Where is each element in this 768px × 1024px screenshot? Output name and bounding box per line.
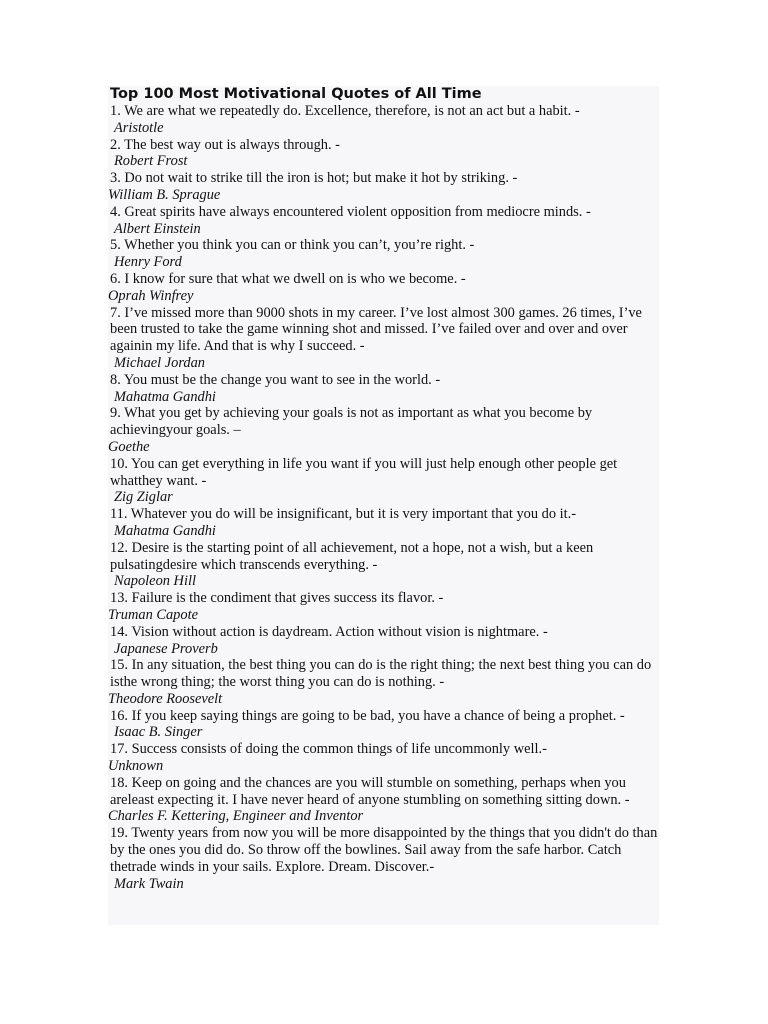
quote-item (108, 137, 659, 171)
quote-text: 13. Failure is the condiment that gives success its flavor. - (110, 590, 444, 607)
quote-item (108, 741, 659, 775)
quote-item (108, 657, 659, 707)
quote-item (108, 305, 659, 372)
quote-text: 14. Vision without action is daydream. Action without vision is nightmare. - (110, 623, 548, 640)
quote-author: Goethe (108, 438, 150, 455)
quote-author: Charles F. Kettering, Engineer and Inventor (108, 808, 364, 825)
quote-author: Mahatma Gandhi (114, 388, 216, 405)
quote-text: 7. I’ve missed more than 9000 shots in my career. I’ve lost almost 300 games. 26 times, I’ve been trusted to take the game winning shot and missed. I’ve failed over and over and over againin my life. And that is why I succeed. - (110, 304, 642, 355)
quote-author: Zig Ziglar (114, 489, 173, 506)
quote-author: Isaac B. Singer (114, 724, 203, 741)
quote-item (108, 540, 659, 590)
document-content (108, 86, 659, 925)
quote-author: Henry Ford (114, 254, 182, 271)
quote-text: 6. I know for sure that what we dwell on is who we become. - (110, 270, 466, 287)
quote-text: 19. Twenty years from now you will be more disappointed by the things that you didn't do than by the ones you did do. So throw off the bowlines. Sail away from the safe harbor. Catch thetrade winds in your sails. Explore. Dream. Discover.- (110, 825, 658, 875)
quote-author: Aristotle (114, 119, 164, 136)
quote-author: Mahatma Gandhi (114, 522, 216, 539)
quote-text: 17. Success consists of doing the common things of life uncommonly well.- (110, 741, 547, 758)
quote-item (108, 456, 659, 506)
quote-text: 2. The best way out is always through. - (110, 136, 340, 153)
quote-author: Theodore Roosevelt (108, 690, 223, 707)
quote-item (108, 271, 659, 305)
quote-author: Napoleon Hill (114, 573, 196, 590)
quote-text: 4. Great spirits have always encountered violent opposition from mediocre minds. - (110, 203, 591, 220)
quote-author: Michael Jordan (114, 354, 205, 371)
quote-item (108, 103, 659, 137)
quote-item (108, 237, 659, 271)
quote-text: 18. Keep on going and the chances are you will stumble on something, perhaps when you areleast expecting it. I have never heard of anyone stumbling on something sitting down. - (110, 774, 630, 808)
quote-item (108, 506, 659, 540)
quote-item (108, 825, 659, 892)
quote-list (108, 103, 659, 892)
quote-item (108, 405, 659, 455)
quote-item (108, 372, 659, 406)
quote-item (108, 170, 659, 204)
quote-author: Unknown (108, 758, 164, 775)
quote-text: 11. Whatever you do will be insignificant, but it is very important that you do it.- (110, 506, 577, 523)
quote-text: 1. We are what we repeatedly do. Excellence, therefore, is not an act but a habit. - (110, 103, 580, 119)
quote-item (108, 775, 659, 825)
quote-text: 3. Do not wait to strike till the iron is hot; but make it hot by striking. - (110, 170, 518, 187)
quote-item (108, 204, 659, 238)
quote-author: Albert Einstein (114, 220, 201, 237)
quote-author: Oprah Winfrey (108, 287, 194, 304)
quote-author: Robert Frost (114, 153, 188, 170)
quote-author: Truman Capote (108, 606, 198, 623)
quote-text: 15. In any situation, the best thing you can do is the right thing; the next best thing you can do isthe wrong thing; the worst thing you can do is nothing. - (110, 657, 652, 691)
quote-text: 9. What you get by achieving your goals is not as important as what you become by achievingyour goals. – (110, 405, 593, 439)
quote-author: Japanese Proverb (114, 640, 218, 657)
quote-text: 16. If you keep saying things are going to be bad, you have a chance of being a prophet. - (110, 707, 625, 724)
quote-text: 8. You must be the change you want to see in the world. - (110, 371, 441, 388)
quote-text: 12. Desire is the starting point of all achievement, not a hope, not a wish, but a keen pulsatingdesire which transcends everything. - (110, 539, 594, 573)
quote-item (108, 708, 659, 742)
quote-author: Mark Twain (114, 875, 184, 892)
document-title: Top 100 Most Motivational Quotes of All Time (110, 86, 482, 102)
quote-author: William B. Sprague (108, 186, 221, 203)
quote-text: 10. You can get everything in life you want if you will just help enough other people get whatthey want. - (110, 455, 618, 489)
quote-item (108, 624, 659, 658)
quote-text: 5. Whether you think you can or think you can’t, you’re right. - (110, 237, 475, 254)
quote-item (108, 590, 659, 624)
